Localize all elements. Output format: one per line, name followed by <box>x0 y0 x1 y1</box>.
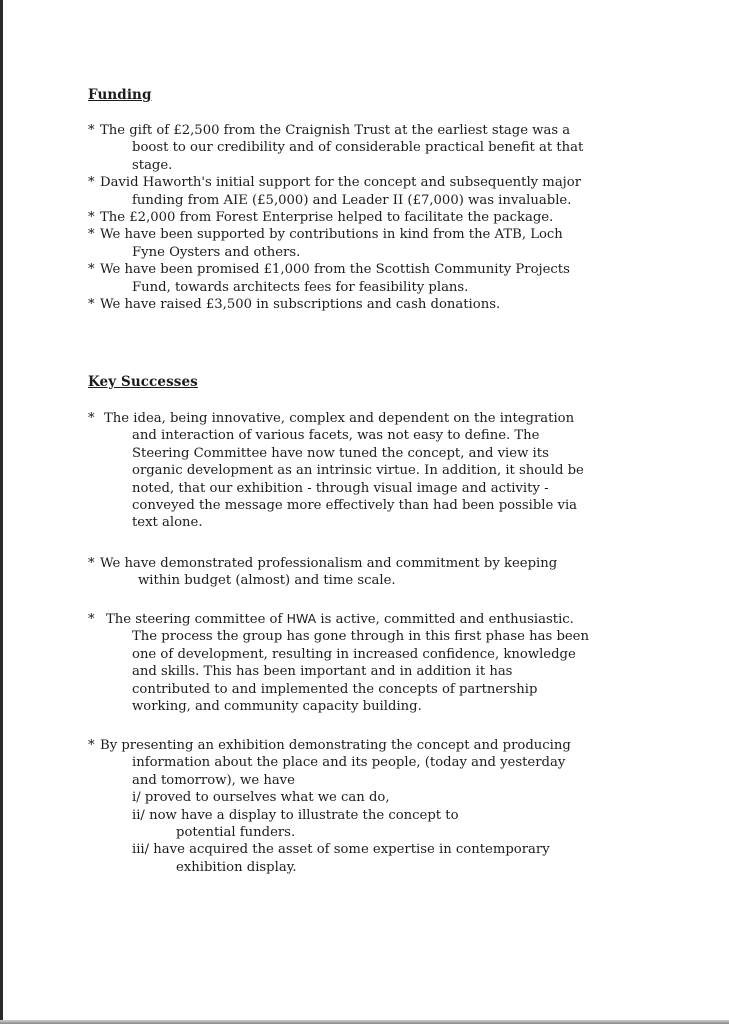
key-successes-item-2 <box>88 555 648 590</box>
line: The idea, being innovative, complex and dependent on the integration <box>104 411 575 426</box>
line: within budget (almost) and time scale. <box>138 573 396 589</box>
funding-heading: Funding <box>88 87 152 103</box>
line: noted, that our exhibition - through visual image and activity - <box>132 480 549 496</box>
line: and tomorrow), we have <box>132 772 295 788</box>
bullet: * <box>88 227 95 243</box>
bullet: * <box>88 411 95 426</box>
success-item <box>88 737 648 876</box>
line: information about the place and its people, (today and yesterday <box>132 755 566 771</box>
line: funding from AIE (£5,000) and Leader II (£7,000) was invaluable. <box>132 192 572 208</box>
line: organic development as an intrinsic virtue. In addition, it should be <box>132 463 584 479</box>
funding-item <box>88 261 648 296</box>
line: We have demonstrated professionalism and commitment by keeping <box>100 556 558 571</box>
hwa-acronym: HWA <box>286 611 317 626</box>
sub-item: iii/ have acquired the asset of some expertise in contemporary <box>132 842 550 858</box>
success-item <box>88 410 648 532</box>
bullet: * <box>88 556 95 571</box>
funding-item <box>88 174 648 209</box>
scan-bottom-edge <box>0 1020 729 1024</box>
sub-item: ii/ now have a display to illustrate the concept to <box>132 807 459 823</box>
line: We have been promised £1,000 from the Scottish Community Projects <box>100 262 570 278</box>
success-item <box>88 555 648 590</box>
key-successes-item-3 <box>88 610 648 715</box>
line: stage. <box>132 157 173 173</box>
scan-left-edge <box>0 0 3 1024</box>
funding-item <box>88 226 648 261</box>
line: conveyed the message more effectively than had been possible via <box>132 498 578 514</box>
funding-item <box>88 122 648 174</box>
bullet: * <box>88 297 95 313</box>
line: Fyne Oysters and others. <box>132 244 301 260</box>
line: working, and community capacity building. <box>132 699 422 715</box>
line: Fund, towards architects fees for feasibility plans. <box>132 279 469 295</box>
bullet: * <box>88 123 95 138</box>
key-successes-item-1 <box>88 410 648 532</box>
sub-item-continued: exhibition display. <box>176 859 297 875</box>
line: and skills. This has been important and in addition it has <box>132 664 513 680</box>
bullet: * <box>88 262 95 278</box>
bullet: * <box>88 175 95 191</box>
key-successes-heading: Key Successes <box>88 374 198 390</box>
sub-item-continued: potential funders. <box>176 825 296 841</box>
line: boost to our credibility and of considerable practical benefit at that <box>132 140 584 156</box>
line-part: The steering committee of <box>106 612 287 627</box>
funding-item <box>88 296 648 313</box>
line: David Haworth's initial support for the concept and subsequently major <box>100 175 582 191</box>
line: The £2,000 from Forest Enterprise helped to facilitate the package. <box>100 210 554 226</box>
key-successes-item-4 <box>88 737 648 876</box>
line: We have raised £3,500 in subscriptions and cash donations. <box>100 297 501 313</box>
line: one of development, resulting in increased confidence, knowledge <box>132 646 576 662</box>
sub-item: i/ proved to ourselves what we can do, <box>132 790 390 806</box>
funding-list <box>88 122 648 313</box>
line: We have been supported by contributions in kind from the ATB, Loch <box>100 227 563 243</box>
line: The gift of £2,500 from the Craignish Trust at the earliest stage was a <box>100 123 571 138</box>
line: text alone. <box>132 515 203 531</box>
line-part: is active, committed and enthusiastic. <box>316 612 574 627</box>
line: By presenting an exhibition demonstrating the concept and producing <box>100 738 571 753</box>
bullet: * <box>88 738 95 753</box>
funding-item <box>88 209 648 226</box>
line: Steering Committee have now tuned the concept, and view its <box>132 445 549 461</box>
line: contributed to and implemented the concepts of partnership <box>132 681 538 697</box>
bullet: * <box>88 210 95 226</box>
success-item <box>88 610 648 715</box>
bullet: * <box>88 612 95 627</box>
line: and interaction of various facets, was not easy to define. The <box>132 428 540 444</box>
line: The process the group has gone through in this first phase has been <box>132 629 589 645</box>
